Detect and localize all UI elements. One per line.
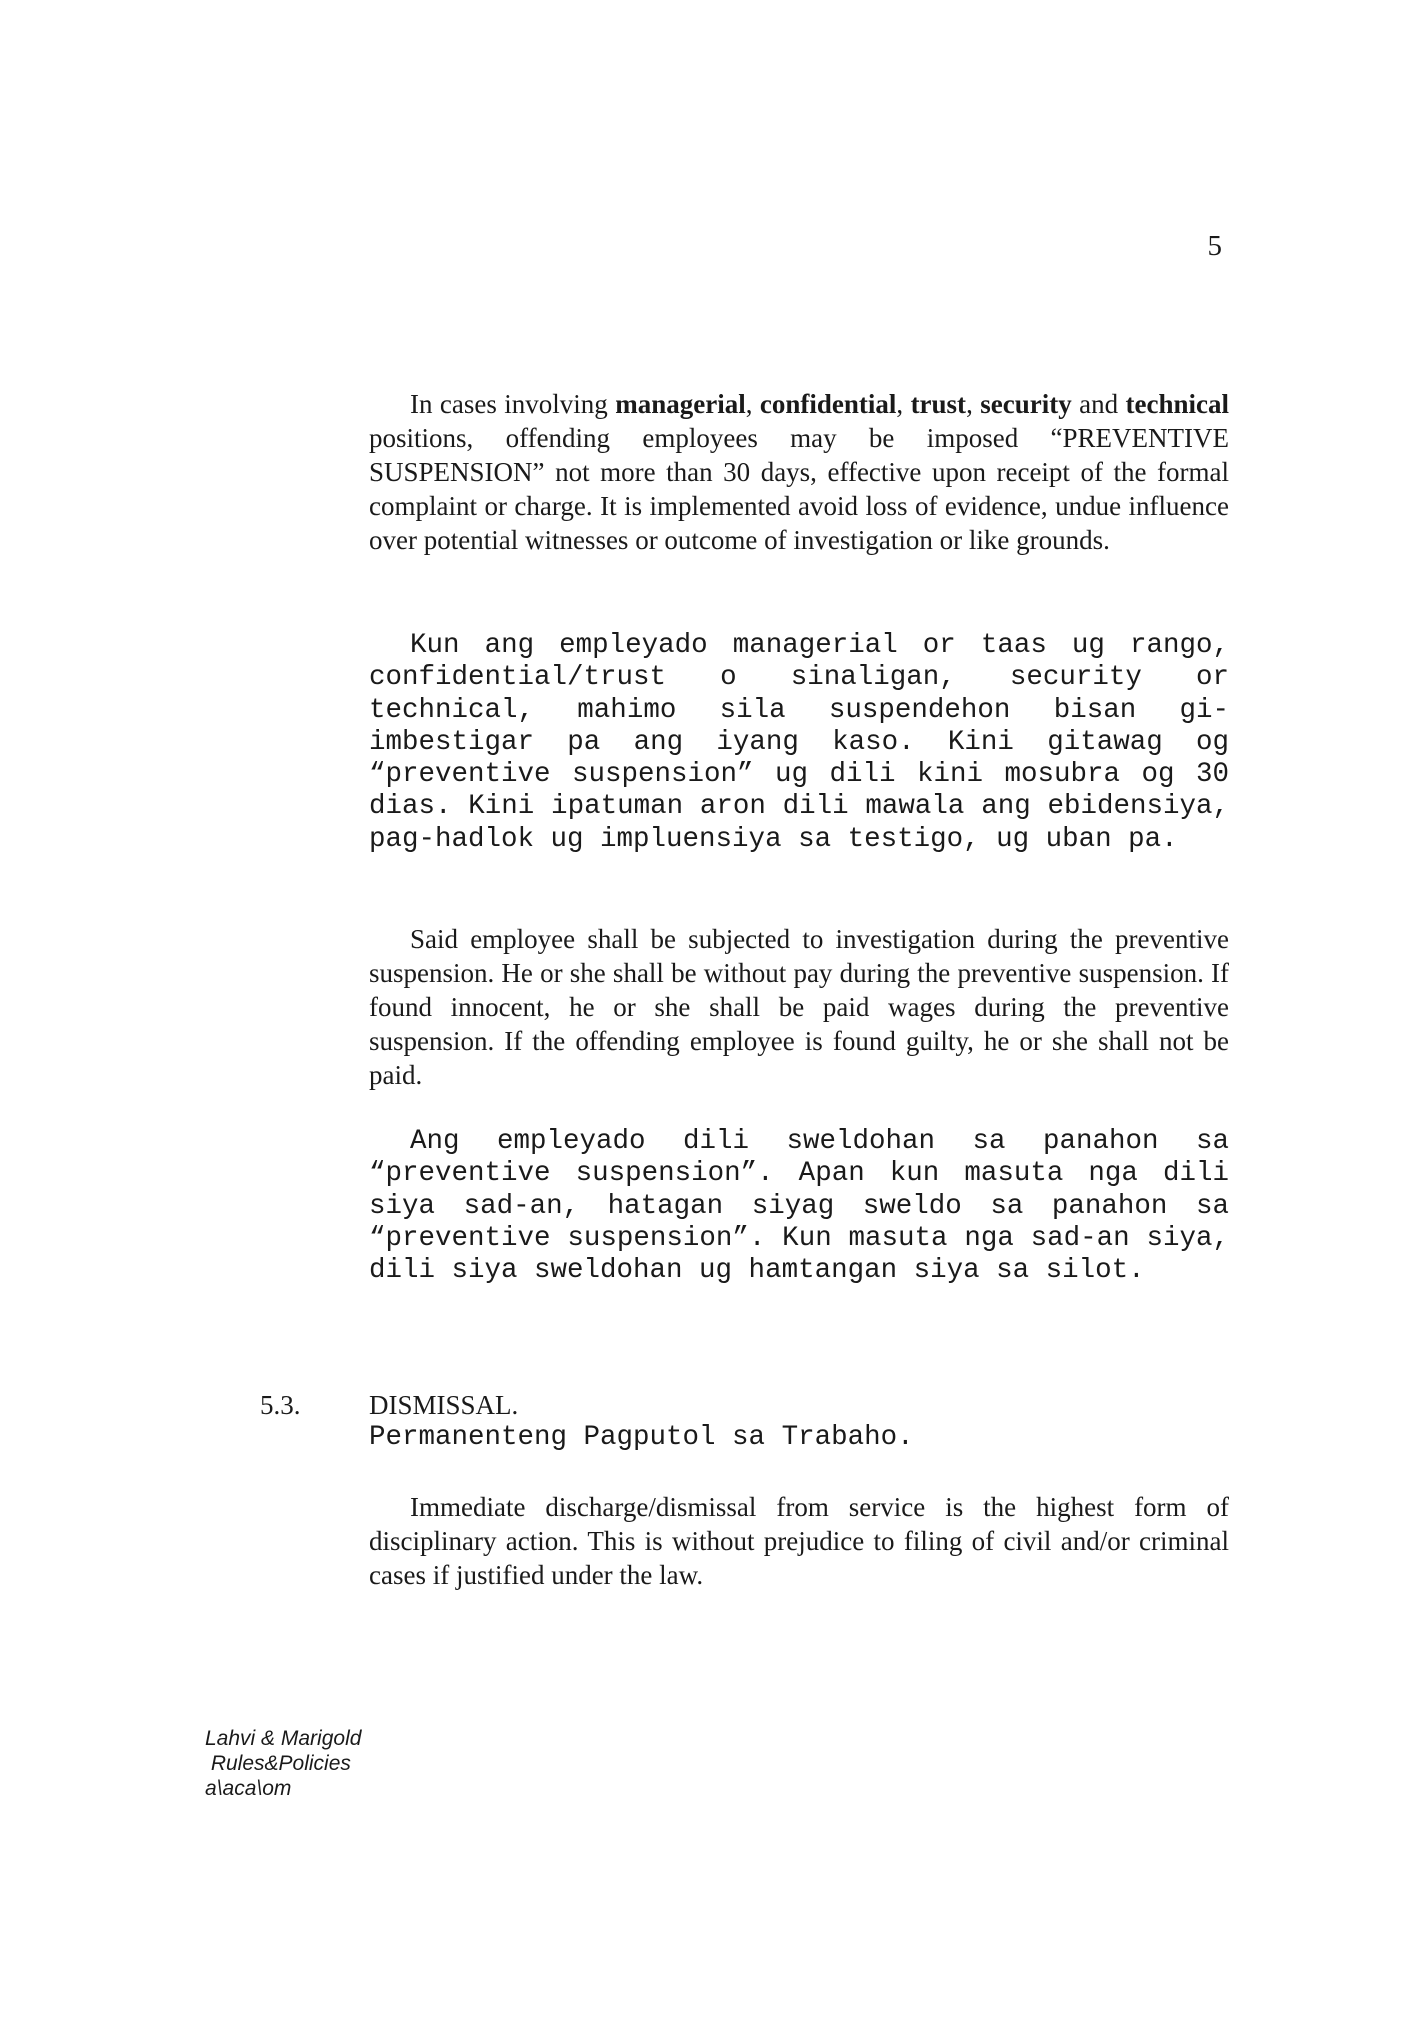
p1-text: ,	[896, 389, 911, 419]
p1-text: ,	[745, 389, 760, 419]
p1-text: In cases involving	[410, 389, 616, 419]
section-number: 5.3.	[260, 1390, 301, 1420]
paragraph-preventive-suspension-english	[369, 387, 1229, 557]
bold-term-technical: technical	[1125, 389, 1230, 419]
paragraph-suspension-pay-cebuano: Ang empleyado dili sweldohan sa panahon sa “preventive suspension”. Apan kun masuta nga dili siya sad-an, hatagan siyag sweldo sa panahon sa “preventive suspension”. Kun masuta nga sad-an siya, dili siya sweldohan ug hamtangan siya sa silot.	[369, 1126, 1229, 1287]
footer-line-path: a\aca\om	[205, 1777, 292, 1800]
paragraph-suspension-pay-english: Said employee shall be subjected to investigation during the preventive suspension. He or she shall be without pay during the preventive suspension. If found innocent, he or she shall be paid wages during the preventive suspension. If the offending employee is found guilty, he or she shall not be paid.	[369, 924, 1229, 1090]
section-subtitle: Permanenteng Pagputol sa Trabaho.	[369, 1422, 914, 1453]
footer-line-document: Rules&Policies	[205, 1752, 351, 1775]
bold-term-trust: trust	[910, 389, 967, 419]
paragraph-dismissal-english: Immediate discharge/dismissal from service is the highest form of disciplinary action. This is without prejudice to filing of civil and/or criminal cases if justified under the law.	[369, 1492, 1229, 1590]
p1-text: ,	[966, 389, 981, 419]
section-title: DISMISSAL.	[369, 1390, 519, 1420]
bold-term-managerial: managerial	[615, 389, 746, 419]
bold-term-security: security	[980, 389, 1072, 419]
p1-text: and	[1071, 389, 1126, 419]
bold-term-confidential: confidential	[759, 389, 897, 419]
paragraph-preventive-suspension-cebuano: Kun ang empleyado managerial or taas ug rango, confidential/trust o sinaligan, security or technical, mahimo sila suspendehon bisan gi-imbestigar pa ang iyang kaso. Kini gitawag og “preventive suspension” ug dili kini mosubra og 30 dias. Kini ipatuman aron dili mawala ang ebidensiya, pag-hadlok ug impluensiya sa testigo, ug uban pa.	[369, 630, 1229, 855]
p1-text: positions, offending employees may be imposed “PREVENTIVE SUSPENSION” not more than 30 days, effective upon receipt of the formal complaint or charge. It is implemented avoid loss of evidence, undue influence over potential witnesses or outcome of investigation or like grounds.	[369, 423, 1229, 555]
page-number: 5	[1207, 230, 1222, 262]
footer-line-company: Lahvi & Marigold	[205, 1727, 362, 1750]
footer	[205, 1726, 361, 1801]
